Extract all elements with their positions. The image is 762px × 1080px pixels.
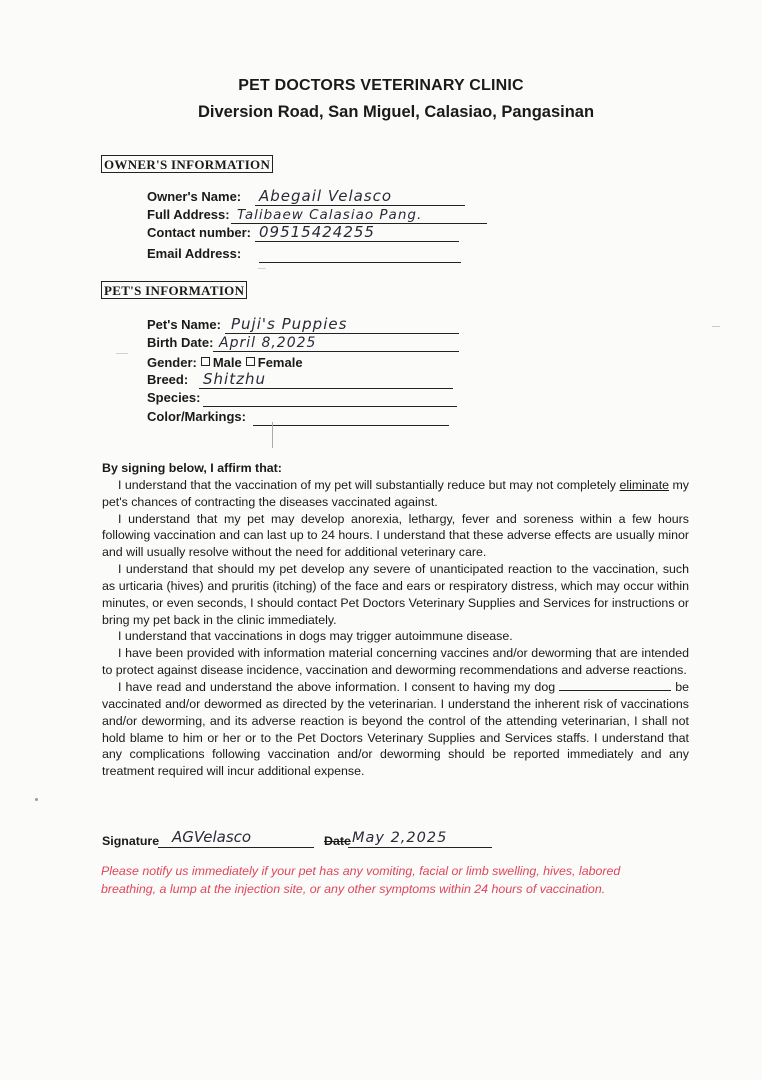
address-field[interactable] bbox=[147, 206, 487, 224]
p6-text-a: I have read and understand the above information. I consent to having my dog bbox=[118, 679, 560, 694]
signature-label: Signature bbox=[102, 834, 160, 848]
affirmation-paragraph-1 bbox=[102, 477, 689, 511]
contact-number-line bbox=[255, 241, 459, 242]
signature-row bbox=[102, 828, 522, 850]
owner-name-label: Owner's Name: bbox=[147, 189, 242, 204]
owner-name-value: Abegail Velasco bbox=[259, 187, 393, 205]
owner-section-title: OWNER'S INFORMATION bbox=[101, 155, 273, 173]
email-line bbox=[259, 262, 461, 263]
color-markings-label: Color/Markings: bbox=[147, 409, 246, 424]
species-label: Species: bbox=[147, 390, 201, 405]
pet-name-label: Pet's Name: bbox=[147, 317, 221, 332]
breed-field[interactable] bbox=[147, 371, 455, 389]
p6-text-b: be vaccinated and/or dewormed as directed by the veterinarian. I understand the inherent risk of vaccinations and/or deworming, and its adverse reaction is beyond the control of the attending veterinarian, I shall not hold blame to him or her or to the Pet Doctors Veterinary Supplies and Services staffs. I understand that any complications following vaccination and/or deworming should be reported immediately and any treatment required will incur additional expense. bbox=[102, 679, 689, 779]
pen-stroke-mark bbox=[272, 422, 273, 448]
birth-date-label: Birth Date: bbox=[147, 335, 214, 350]
female-option-label: Female bbox=[257, 355, 303, 370]
affirmation-paragraph-5: I have been provided with information material concerning vaccines and/or deworming that are intended to protect against disease incidence, vaccination and deworming recommendations and adverse reactions. bbox=[102, 646, 689, 678]
pen-stroke-mark bbox=[258, 268, 266, 269]
date-label: Date bbox=[324, 834, 351, 848]
breed-value: Shitzhu bbox=[203, 370, 266, 388]
affirmation-paragraph-4: I understand that vaccinations in dogs may trigger autoimmune disease. bbox=[118, 629, 513, 644]
owner-name-field[interactable] bbox=[147, 188, 467, 206]
email-label: Email Address: bbox=[147, 246, 242, 261]
species-line bbox=[203, 406, 457, 407]
p1-underlined-word: eliminate bbox=[619, 477, 670, 492]
pet-name-field[interactable] bbox=[147, 316, 461, 334]
contact-number-field[interactable] bbox=[147, 224, 461, 242]
address-value: Talibaew Calasiao Pang. bbox=[237, 207, 423, 223]
signature-value: AGVelasco bbox=[172, 828, 252, 846]
scan-speck bbox=[35, 798, 38, 801]
affirmation-lead: By signing below, I affirm that: bbox=[102, 461, 282, 475]
signature-line[interactable] bbox=[158, 847, 314, 848]
affirmation-paragraph-2: I understand that my pet may develop anorexia, lethargy, fever and soreness within a few hours following vaccination and can last up to 24 hours. I understand that these adverse effects are usually minor and will usually resolve without the need for additional veterinary care. bbox=[102, 511, 689, 560]
contact-number-label: Contact number: bbox=[147, 225, 251, 240]
gender-label: Gender: bbox=[147, 355, 197, 370]
gender-field bbox=[147, 355, 303, 370]
pen-stroke-mark bbox=[116, 353, 128, 354]
affirmation-text bbox=[102, 460, 689, 780]
clinic-address: Diversion Road, San Miguel, Calasiao, Pangasinan bbox=[197, 103, 595, 121]
date-value: May 2,2025 bbox=[352, 830, 448, 846]
post-vaccination-notice: Please notify us immediately if your pet has any vomiting, facial or limb swelling, hives, labored breathing, a lump at the injection site, or any other symptoms within 24 hours of vaccination. bbox=[101, 864, 621, 896]
male-checkbox[interactable] bbox=[201, 357, 210, 366]
clinic-name: PET DOCTORS VETERINARY CLINIC bbox=[238, 77, 524, 94]
email-field[interactable] bbox=[147, 245, 463, 263]
pet-name-value: Puji's Puppies bbox=[231, 315, 348, 333]
birth-date-value: April 8,2025 bbox=[219, 335, 317, 351]
pen-stroke-mark bbox=[712, 326, 720, 327]
p1-text-b: my pet's chances of contracting the diseases vaccinated against. bbox=[102, 477, 689, 509]
male-option-label: Male bbox=[212, 355, 242, 370]
address-label: Full Address: bbox=[147, 207, 230, 222]
birth-date-line bbox=[213, 351, 459, 352]
date-line[interactable] bbox=[348, 847, 492, 848]
breed-label: Breed: bbox=[147, 372, 189, 387]
birth-date-field[interactable] bbox=[147, 334, 461, 352]
p1-text-a: I understand that the vaccination of my pet will substantially reduce but may not completely bbox=[118, 477, 620, 492]
affirmation-paragraph-6 bbox=[102, 679, 689, 780]
species-field[interactable] bbox=[147, 389, 459, 407]
pet-section-title: PET'S INFORMATION bbox=[101, 281, 247, 299]
female-checkbox[interactable] bbox=[246, 357, 255, 366]
color-markings-field[interactable] bbox=[147, 408, 451, 426]
color-markings-line bbox=[253, 425, 449, 426]
dog-name-blank[interactable] bbox=[559, 680, 671, 691]
contact-number-value: 09515424255 bbox=[259, 223, 375, 241]
affirmation-paragraph-3: I understand that should my pet develop any severe of unanticipated reaction to the vaccination, such as urticaria (hives) and pruritis (itching) of the face and ears or respiratory distress, which may occur within minutes, or even seconds, I should contact Pet Doctors Veterinary Supplies and Services for instructions or bring my pet back in the clinic immediately. bbox=[102, 562, 689, 627]
